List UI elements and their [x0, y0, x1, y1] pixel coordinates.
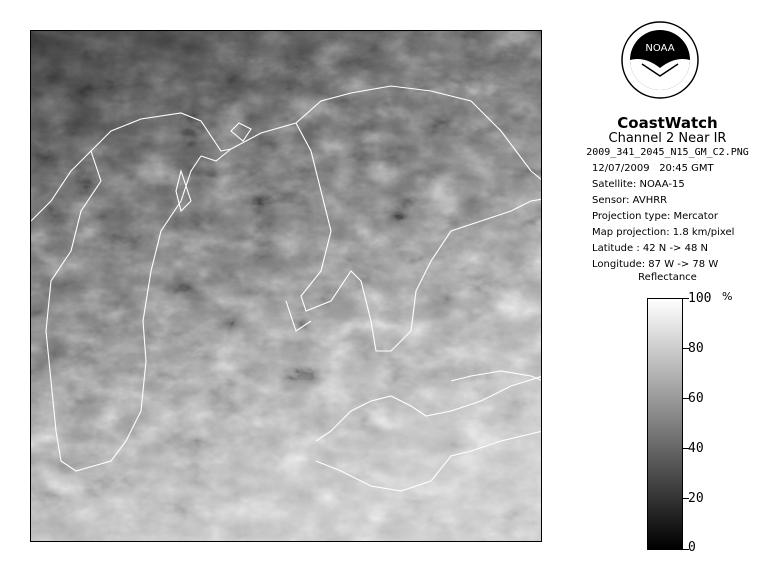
- noaa-logo-icon: [620, 20, 700, 100]
- colorbar: [647, 298, 683, 550]
- filename: 2009_341_2045_N15_GM_C2.PNG: [586, 147, 749, 158]
- longitude-label: Longitude: 87 W -> 78 W: [592, 259, 719, 270]
- tick-label: 20: [688, 491, 704, 506]
- brightness-overlay: [31, 31, 542, 542]
- legend-unit: %: [722, 290, 733, 303]
- time-value: 20:45 GMT: [659, 163, 714, 174]
- tick-label: 80: [688, 341, 704, 356]
- satellite-image: [30, 30, 542, 542]
- sensor-label: Sensor: AVHRR: [592, 195, 668, 206]
- projection-label: Projection type: Mercator: [592, 211, 718, 222]
- latitude-label: Latitude : 42 N -> 48 N: [592, 243, 708, 254]
- tick-label: 60: [688, 391, 704, 406]
- datetime-row: [592, 163, 714, 174]
- tick-label: 100: [688, 291, 712, 306]
- date-value: 12/07/2009: [592, 163, 650, 174]
- satellite-label: Satellite: NOAA-15: [592, 179, 685, 190]
- logo-text: NOAA: [645, 43, 675, 54]
- map-projection-label: Map projection: 1.8 km/pixel: [592, 227, 735, 238]
- channel-label: Channel 2 Near IR: [608, 131, 727, 146]
- tick-label: 40: [688, 441, 704, 456]
- image-title: CoastWatch: [617, 114, 718, 132]
- tick-label: 0: [688, 540, 696, 555]
- legend-title: Reflectance: [638, 272, 697, 283]
- satellite-map: [31, 31, 542, 542]
